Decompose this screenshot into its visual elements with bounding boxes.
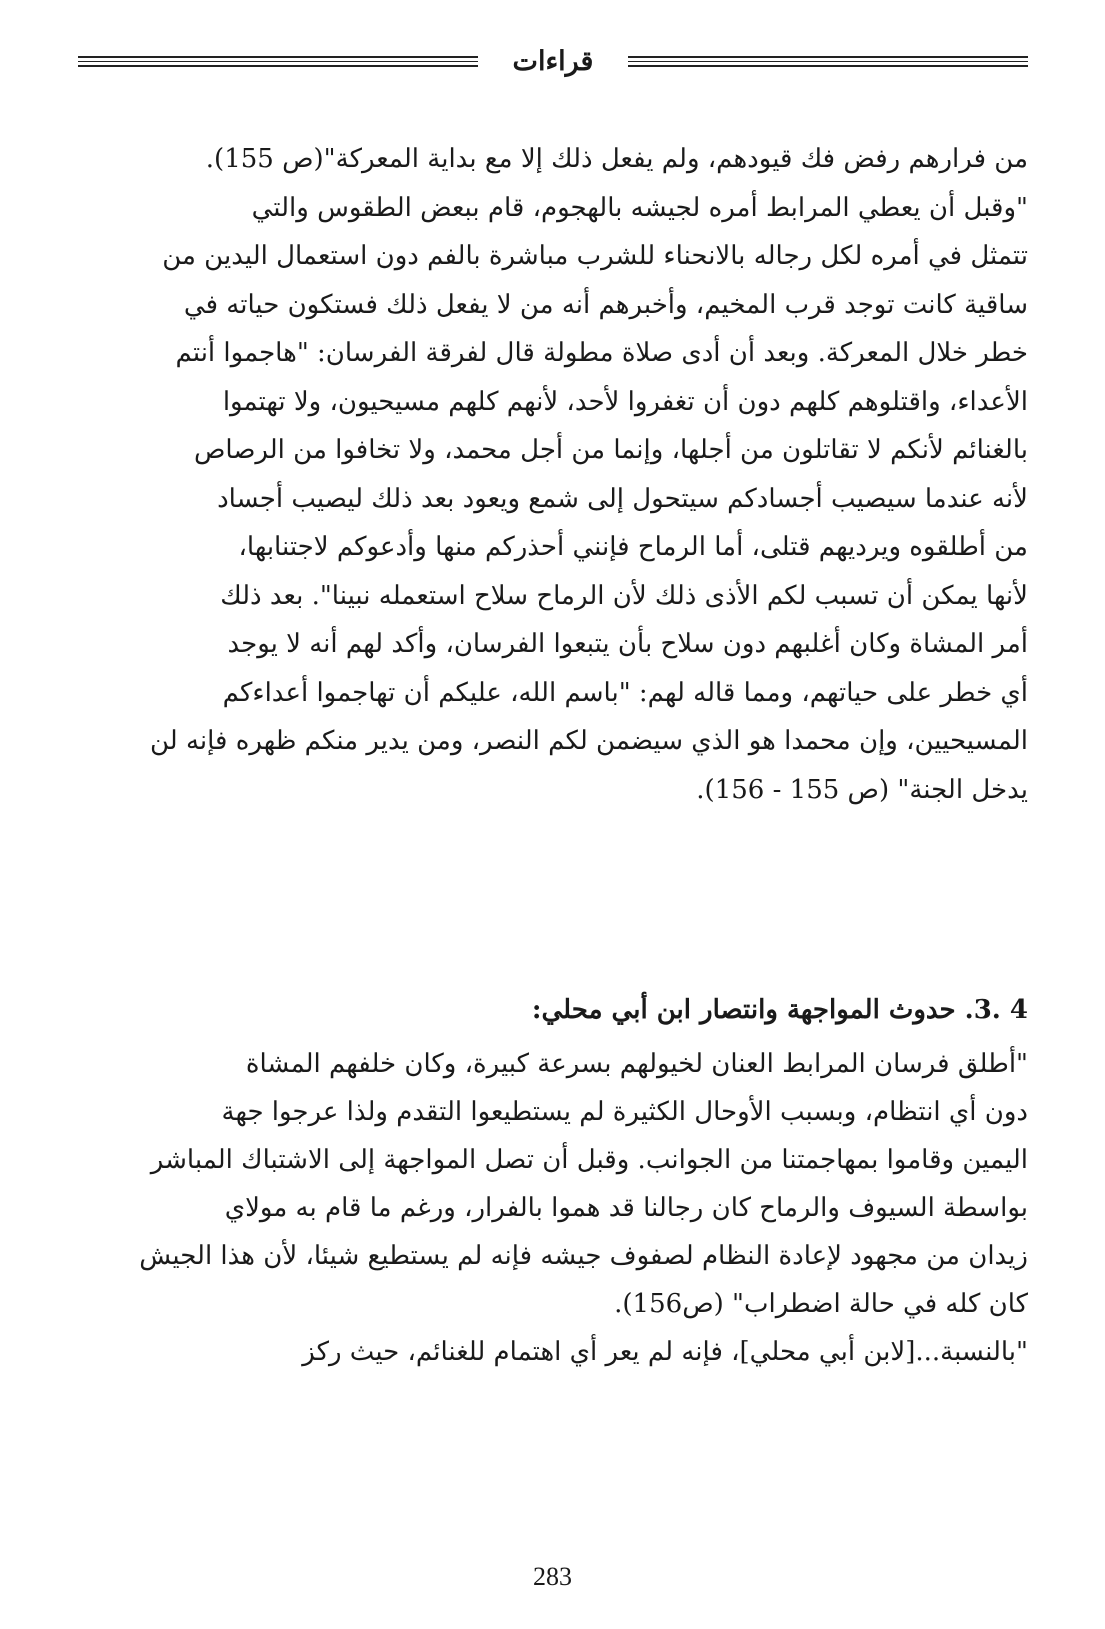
- paragraph-2: [78, 1040, 1028, 1376]
- header-rule-right: [628, 56, 1028, 70]
- text-line: "بالنسبة...[لابن أبي محلي]، فإنه لم يعر أي اهتمام للغنائم، حيث ركز: [302, 1337, 1028, 1367]
- text-line: "وقبل أن يعطي المرابط أمره لجيشه بالهجوم، قام ببعض الطقوس والتي: [251, 192, 1028, 223]
- text-line: دون أي انتظام، وبسبب الأوحال الكثيرة لم يستطيعوا التقدم ولذا عرجوا جهة: [221, 1097, 1028, 1127]
- text-line: المسيحيين، وإن محمدا هو الذي سيضمن لكم النصر، ومن يدير منكم ظهره فإنه لن: [149, 726, 1028, 756]
- text-line: "أطلق فرسان المرابط العنان لخيولهم بسرعة كبيرة، وكان خلفهم المشاة: [245, 1049, 1028, 1079]
- text-line: ساقية كانت توجد قرب المخيم، وأخبرهم أنه من لا يفعل ذلك فستكون حياته في: [183, 289, 1028, 320]
- text-line: أمر المشاة وكان أغلبهم دون سلاح بأن يتبعوا الفرسان، وأكد لهم أنه لا يوجد: [227, 629, 1028, 659]
- text-line: أي خطر على حياتهم، ومما قاله لهم: "باسم الله، عليكم أن تهاجموا أعداءكم: [222, 677, 1028, 708]
- running-header: [78, 44, 1028, 84]
- text-line: بالغنائم لأنكم لا تقاتلون من أجلها، وإنما من أجل محمد، ولا تخافوا من الرصاص: [193, 435, 1028, 465]
- text-line: كان كله في حالة اضطراب" (ص156).: [614, 1289, 1028, 1319]
- paragraph-1: [78, 135, 1028, 814]
- page-number: 283: [533, 1562, 572, 1591]
- text-line: يدخل الجنة" (ص 155 - 156).: [696, 774, 1028, 805]
- text-line: بواسطة السيوف والرماح كان رجالنا قد هموا بالفرار، ورغم ما قام به مولاي: [224, 1193, 1028, 1223]
- text-line: زيدان من مجهود لإعادة النظام لصفوف جيشه فإنه لم يستطيع شيئا، لأن هذا الجيش: [139, 1241, 1028, 1271]
- text-line: خطر خلال المعركة. وبعد أن أدى صلاة مطولة قال لفرقة الفرسان: "هاجموا أنتم: [175, 338, 1028, 368]
- text-line: لأنها يمكن أن تسبب لكم الأذى ذلك لأن الرماح سلاح استعمله نبينا". بعد ذلك: [220, 580, 1028, 611]
- header-title: قراءات: [512, 46, 594, 77]
- text-line: من أطلقوه ويرديهم قتلى، أما الرماح فإنني أحذركم منها وأدعوكم لاجتنابها،: [238, 532, 1028, 562]
- section-heading: 4 .3. حدوث المواجهة وانتصار ابن أبي محلي:: [531, 995, 1028, 1025]
- text-line: الأعداء، واقتلوهم كلهم دون أن تغفروا لأحد، لأنهم كلهم مسيحيون، ولا تهتموا: [222, 386, 1028, 417]
- text-line: لأنه عندما سيصيب أجسادكم سيتحول إلى شمع ويعود بعد ذلك ليصيب أجساد: [217, 483, 1028, 514]
- text-line: من فرارهم رفض فك قيودهم، ولم يفعل ذلك إلا مع بداية المعركة"(ص 155).: [205, 144, 1028, 174]
- text-line: اليمين وقاموا بمهاجمتنا من الجوانب. وقبل أن تصل المواجهة إلى الاشتباك المباشر: [150, 1145, 1028, 1175]
- text-line: تتمثل في أمره لكل رجاله بالانحناء للشرب مباشرة بالفم دون استعمال اليدين من: [162, 241, 1028, 271]
